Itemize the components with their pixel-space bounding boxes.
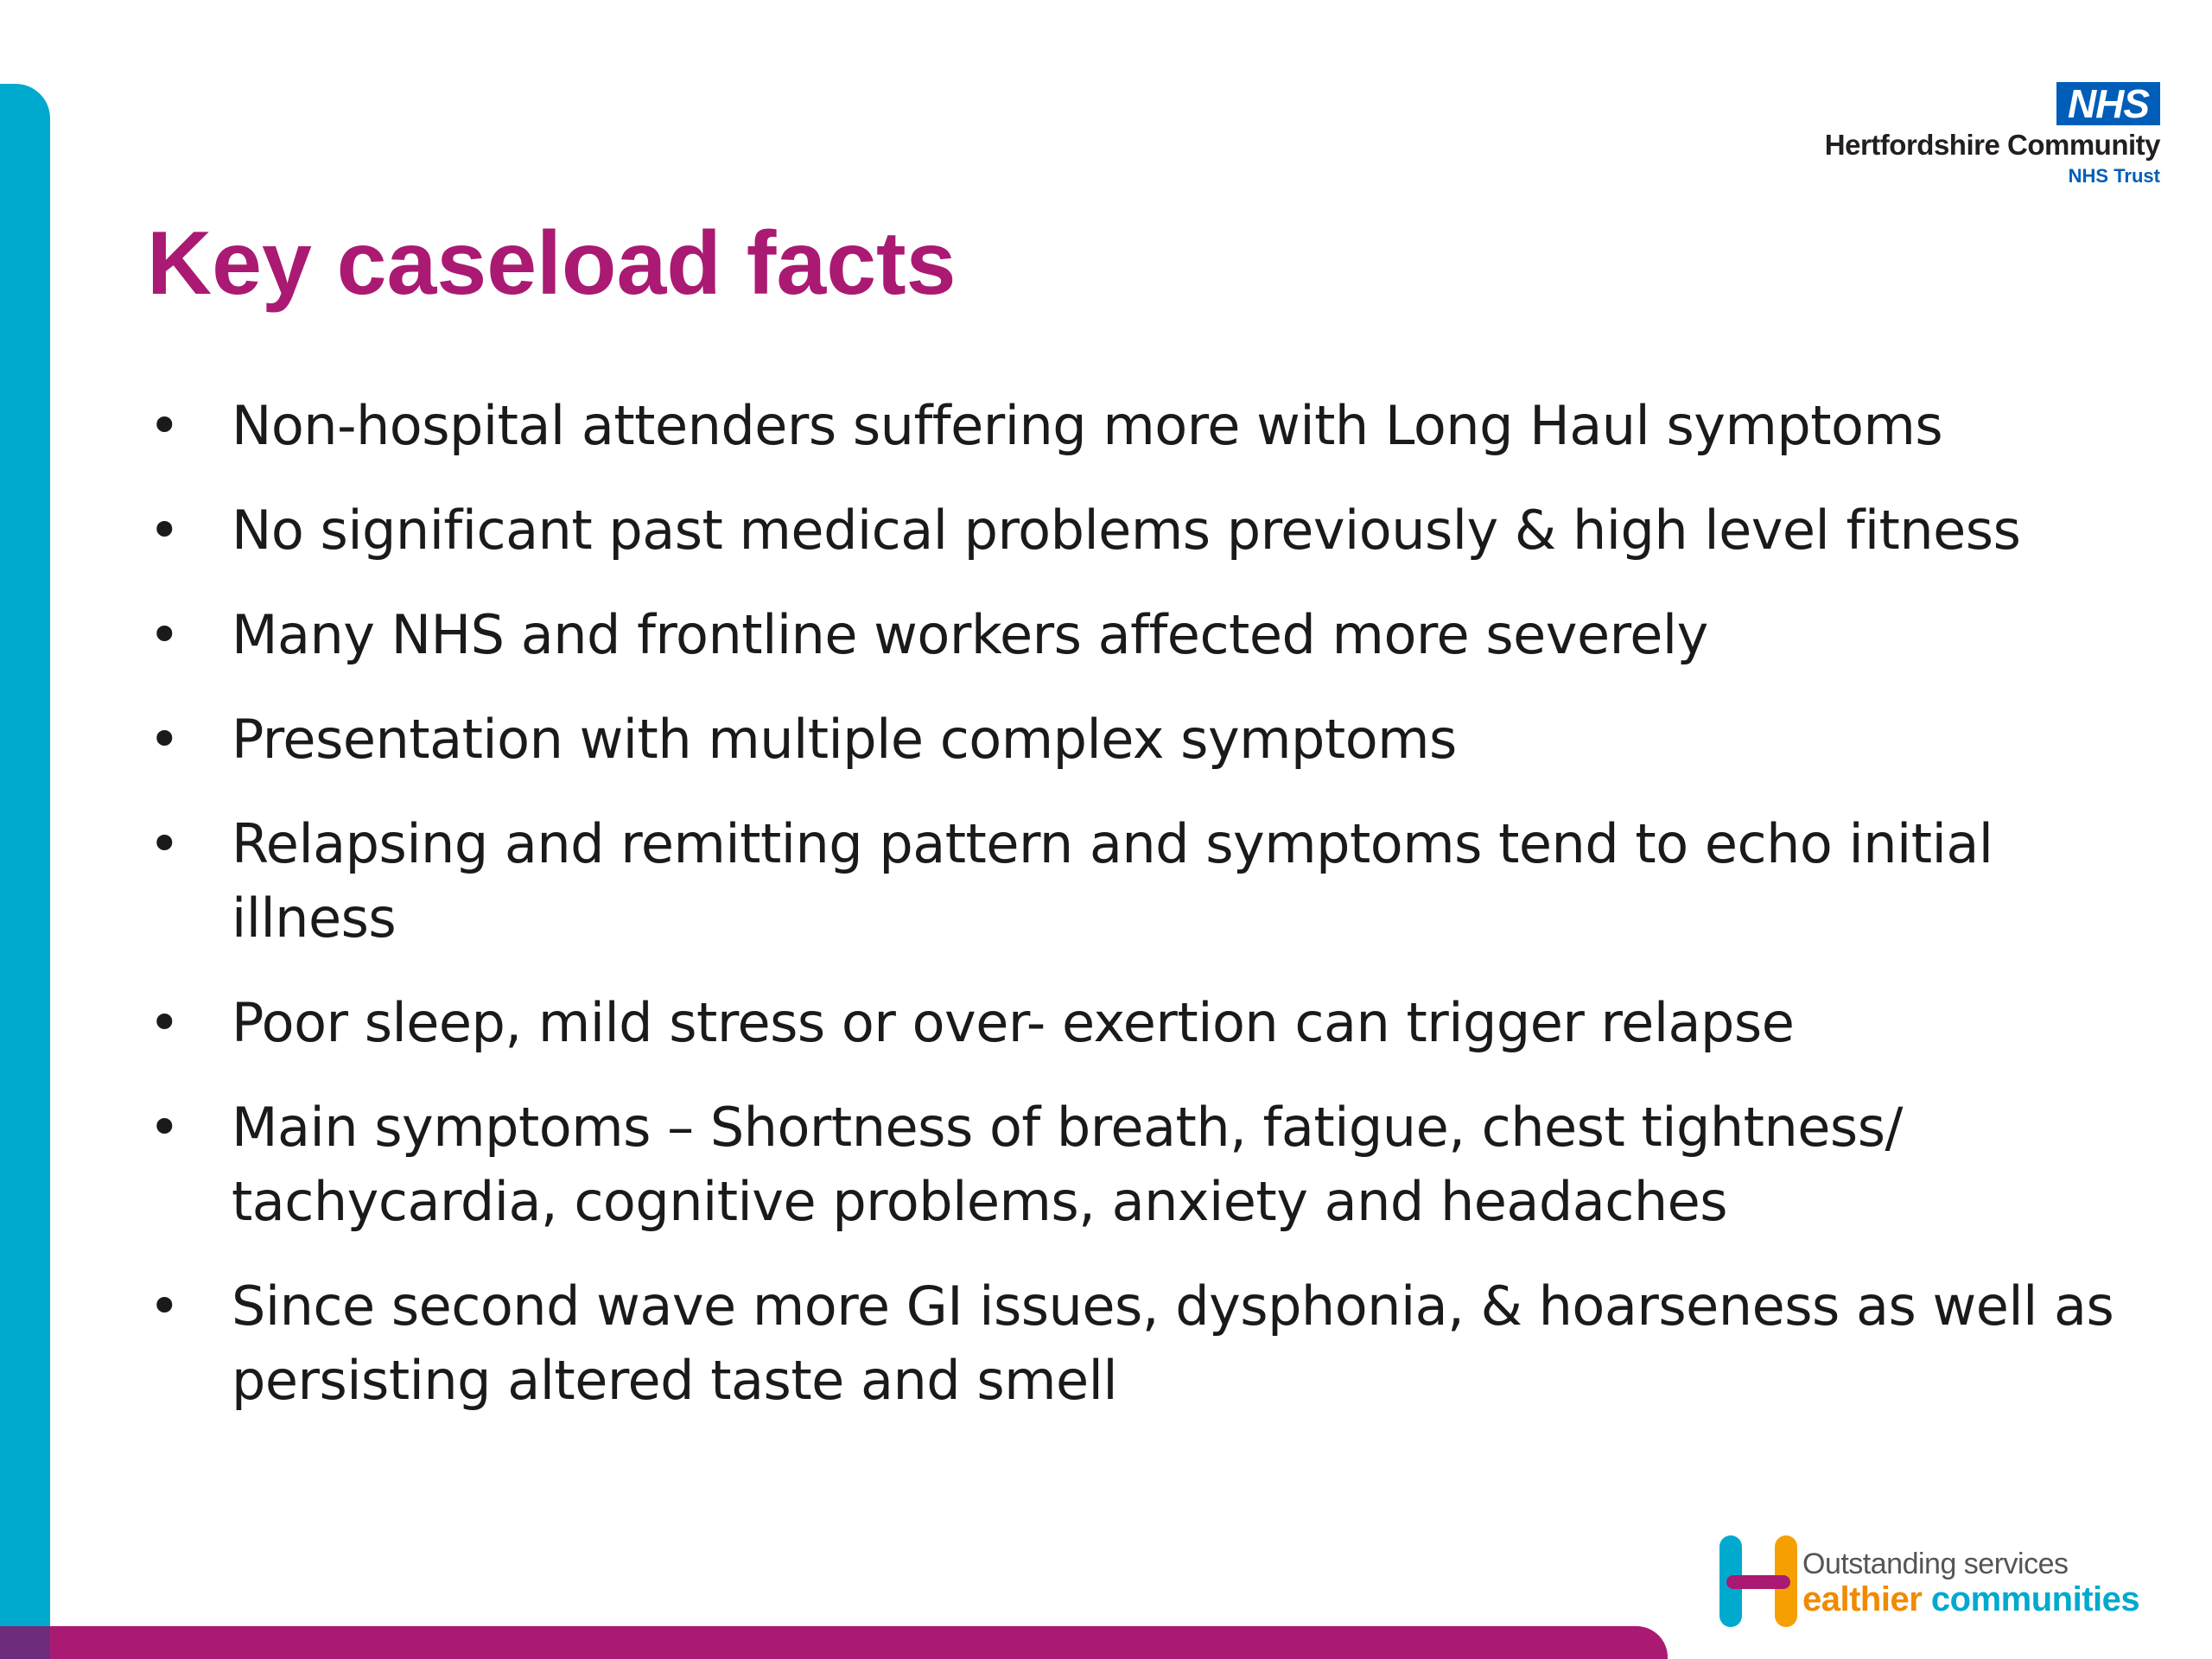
- bullet-text: Non-hospital attenders suffering more with Long Haul symptoms: [232, 394, 1943, 457]
- nhs-trust-logo: [1711, 82, 2160, 190]
- bullet-text: Poor sleep, mild stress or over- exertion can trigger relapse: [232, 991, 1795, 1054]
- bullet-dot-icon: •: [149, 603, 181, 666]
- tagline-word-healthier: ealthier: [1802, 1580, 1923, 1618]
- bullet-item: [147, 598, 2134, 672]
- bullet-list: [147, 389, 2134, 1448]
- tagline-word-communities: communities: [1930, 1580, 2140, 1618]
- bullet-dot-icon: •: [149, 812, 181, 875]
- bullet-text: Main symptoms – Shortness of breath, fatigue, chest tightness/ tachycardia, cognitive problems, anxiety and headaches: [232, 1096, 1903, 1233]
- bullet-item: [147, 807, 2134, 956]
- bottom-corner-block: [0, 1626, 50, 1659]
- bullet-item: [147, 702, 2134, 777]
- nhs-badge: NHS: [2056, 82, 2160, 125]
- tagline-logo: [1719, 1534, 2169, 1629]
- bullet-item: [147, 389, 2134, 463]
- bullet-dot-icon: •: [149, 1274, 181, 1338]
- bullet-item: [147, 493, 2134, 568]
- nhs-org-name: Hertfordshire Community: [1824, 129, 2160, 161]
- bullet-item: [147, 1090, 2134, 1239]
- bullet-dot-icon: •: [149, 394, 181, 457]
- bullet-dot-icon: •: [149, 499, 181, 562]
- bullet-text: No significant past medical problems previously & high level fitness: [232, 499, 2021, 562]
- tagline-line1: Outstanding services: [1802, 1548, 2069, 1580]
- bullet-item: [147, 1269, 2134, 1418]
- tagline-line2: [1802, 1580, 2139, 1619]
- slide-title: Key caseload facts: [147, 213, 957, 314]
- nhs-trust-label: NHS Trust: [2068, 165, 2160, 187]
- bullet-text: Relapsing and remitting pattern and symptoms tend to echo initial illness: [232, 812, 1993, 950]
- h-crossbar: [1726, 1575, 1790, 1589]
- bullet-dot-icon: •: [149, 708, 181, 771]
- bullet-dot-icon: •: [149, 991, 181, 1054]
- bullet-text: Many NHS and frontline workers affected more severely: [232, 603, 1708, 666]
- h-logo-icon: [1719, 1535, 1797, 1627]
- bottom-accent-bar: [0, 1626, 1668, 1659]
- left-accent-bar: [0, 84, 50, 1659]
- bullet-item: [147, 986, 2134, 1060]
- bullet-text: Since second wave more GI issues, dysphonia, & hoarseness as well as persisting altered taste and smell: [232, 1274, 2114, 1412]
- bullet-text: Presentation with multiple complex symptoms: [232, 708, 1457, 771]
- bullet-dot-icon: •: [149, 1096, 181, 1159]
